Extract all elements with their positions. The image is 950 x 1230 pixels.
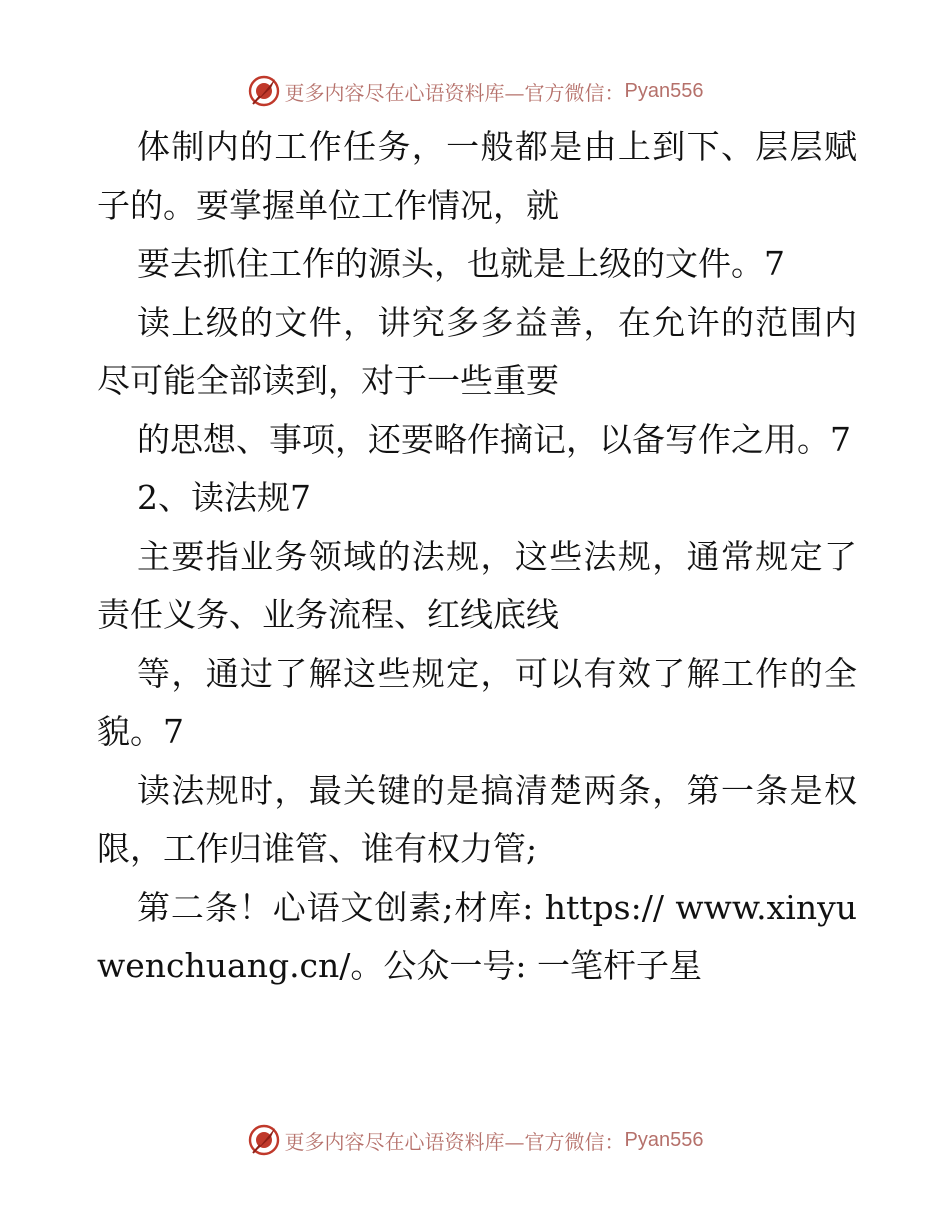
quill-logo-icon	[247, 74, 281, 108]
paragraph: 第二条！心语文创素;材库: https:// www.xinyuwenchuang.cn/。公众一号: 一笔杆子星	[97, 887, 857, 985]
footer-banner-text: 更多内容尽在心语资料库—官方微信：	[284, 1129, 625, 1154]
header-wechat-id: Pyan556	[624, 79, 704, 102]
paragraph: 主要指业务领域的法规，这些法规，通常规定了责任义务、业务流程、红线底线	[97, 536, 857, 634]
paragraph: 体制内的工作任务，一般都是由上到下、层层赋子的。要掌握单位工作情况，就	[97, 127, 857, 225]
paragraph: 读法规时，最关键的是搞清楚两条，第一条是权限，工作归谁管、谁有权力管;	[97, 770, 857, 868]
paragraph: 2、读法规7	[137, 478, 311, 517]
paragraph: 的思想、事项，还要略作摘记，以备写作之用。7	[137, 419, 851, 459]
paragraph: 等，通过了解这些规定，可以有效了解工作的全貌。7	[97, 653, 857, 751]
paragraph: 要去抓住工作的源头，也就是上级的文件。7	[137, 244, 785, 283]
footer-wechat-id: Pyan556	[624, 1128, 704, 1151]
header-banner	[0, 71, 950, 111]
footer-banner	[0, 1120, 950, 1160]
quill-logo-icon	[247, 1123, 281, 1157]
paragraph: 读上级的文件，讲究多多益善，在允许的范围内尽可能全部读到，对于一些重要	[97, 302, 857, 400]
header-banner-text: 更多内容尽在心语资料库—官方微信：	[284, 80, 625, 105]
document-body	[97, 118, 857, 996]
